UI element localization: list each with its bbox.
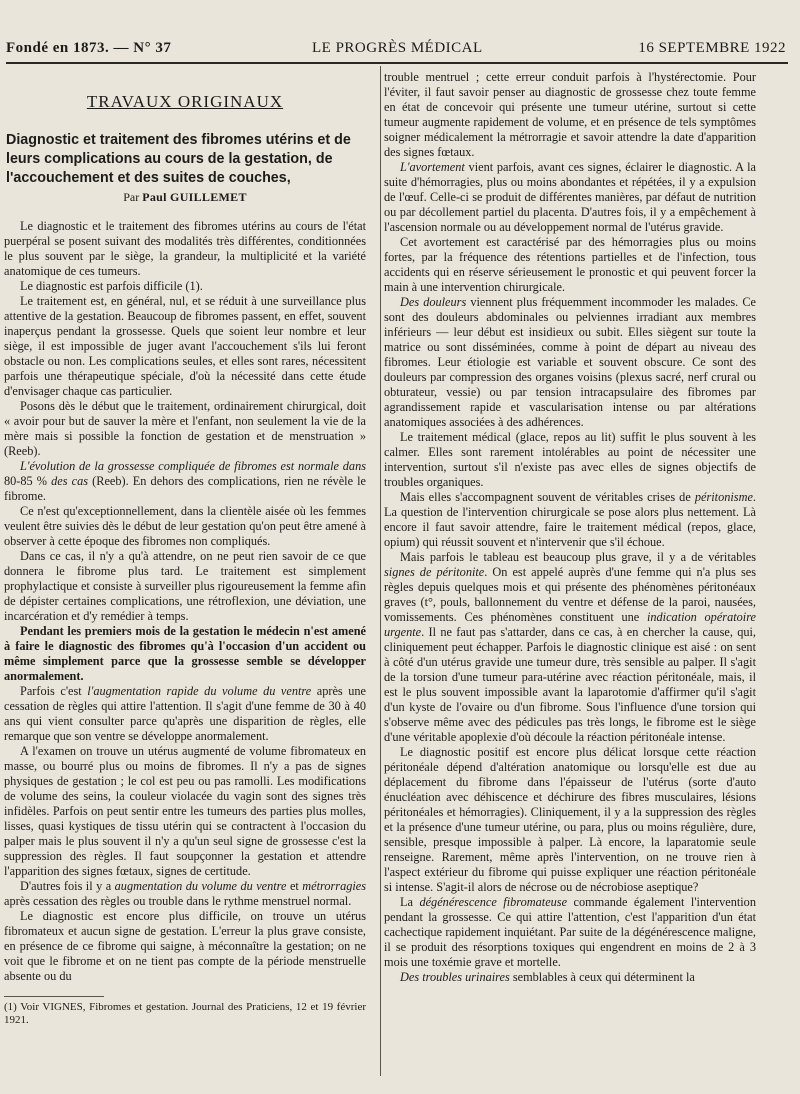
text-run: Mais elles s'accompagnent souvent de véritables crises de <box>400 490 691 504</box>
journal-name: LE PROGRÈS MÉDICAL <box>312 40 483 56</box>
italic-phrase: l'augmentation rapide du volume du ventre <box>87 684 312 698</box>
paragraph: Le diagnostic et le traitement des fibromes utérins au cours de l'état puerpéral se posent suivant des modalités très différentes, conditionnées le plus souvent par le siège, la grandeur, la multiplicité et la variété anatomique de ces tumeurs. <box>4 219 366 278</box>
italic-phrase: des cas <box>51 474 89 488</box>
paragraph: A l'examen on trouve un utérus augmenté de volume fibromateux en masse, ou bourré plus ou moins de fibromes. Il n'y a pas de signes physiques de gestation ; le col est peu ou pas ramolli. Les modifications de volume des seins, la couleur violacée du vagin sont des signes très infidèles. Parfois on peut sentir entre les tumeurs des parties plus molles, lisses, quasi kystiques de tissu utérin qui se contractent à l'occasion du palper mais le plus souvent il n'y a qu'un seul signe de grossesse c'est la suppression des règles. Il faut soupçonner la gestation et attendre l'apparition des signes fœtaux, signes de certitude. <box>4 744 366 878</box>
text-run: vient parfois, avant ces signes, éclairer le diagnostic. A la suite d'hémorragies, plus ou moins abondantes et répétées, il y a expulsion de l'œuf. Celle-ci se produit de différentes manières, par défaut de nutrition ou par décollement partiel du placenta. D'autres fois, il y a empêchement à l'ascension normale ou au développement normal de l'utérus gravide. <box>384 160 756 234</box>
text-run: . On est appelé auprès d'une femme qui n'a plus ses règles depuis quelques mois et qui présente des phénomènes péritonéaux graves (t°, pouls, ballonnement du ventre et défense de la paroi, nausées, vomissements. Ces phénomènes constituent une <box>384 565 757 624</box>
bold-paragraph: Pendant les premiers mois de la gestation le médecin n'est amené à faire le diagnostic des fibromes qu'à l'occasion d'un accident ou même simplement parce que la grossesse semble se développer anormalement. <box>4 624 366 683</box>
paragraph: trouble mentruel ; cette erreur conduit parfois à l'hystérectomie. Pour l'éviter, il faut savoir penser au diagnostic de grossesse chez toute femme en état de concevoir qui présente une tumeur utérine, surtout si cette tumeur augmente rapidement de volume, et en présence de tels symptômes soigner médicalement la métrorragie et savoir attendre la date d'apparition des signes fœtaux. <box>384 70 756 159</box>
text-run: (Reeb). En dehors des complications, rien ne révèle le fibrome. <box>4 474 367 503</box>
text-run: commande également l'intervention pendant la grossesse. Ce qui attire l'attention, c'est l'apparition d'un état cachectique rapidement inquiétant. Par suite de la dégénérescence maligne, il se produit des résorptions toxiques qui engendrent en moins de 2 à 3 mois une toxémie grave et mortelle. <box>384 895 756 969</box>
italic-phrase: signes de péritonite <box>384 565 485 579</box>
text-run: semblables à ceux qui déterminent la <box>512 970 695 984</box>
paragraph-pain <box>384 295 756 430</box>
paragraph: Posons dès le début que le traitement, ordinairement chirurgical, doit « avoir pour but de sauver la mère et l'enfant, non seulement la vie de la mère mais si possible la fonction de gestation et de menstruation » (Reeb). <box>4 399 366 458</box>
italic-phrase: métrorragies <box>302 879 367 893</box>
italic-phrase: indication opératoire urgente <box>384 610 756 639</box>
text-run: Mais parfois le tableau est beaucoup plus grave, il y a de véritables <box>400 550 756 564</box>
section-title: TRAVAUX ORIGINAUX <box>86 92 284 111</box>
masthead-rule <box>6 62 788 64</box>
text-run: après une cessation de règles qui attire l'attention. Il s'agit d'une femme de 30 à 40 ans qui vient consulter parce qu'après une disparition de règles, elle remarque que son ventre se développe anormalement. <box>4 684 367 743</box>
author-line <box>4 190 366 205</box>
footnote-rule <box>4 996 104 997</box>
paragraph-other <box>4 879 366 909</box>
paragraph-abortion <box>384 160 756 235</box>
text-run: et <box>289 879 299 893</box>
paragraph: Le diagnostic positif est encore plus délicat lorsque cette réaction péritonéale dépend d'altération anatomique ou lorsqu'elle est due au déplacement du fibrome dans l'épaisseur de l'utérus (sorte d'auto énucléation avec déhiscence et déchirure des fibres musculaires, lésions péritonéales et hémorragies). Cliniquement, il y a la suppression des règles et la présence d'une tumeur utérine, ou para, plus ou moins régulière, dure, sensible, presque impossible à palper. Là encore, la laparatomie seule renseigne. Rarement, même après l'intervention, on ne trouve rien à l'aspect extérieur du fibrome qui puisse expliquer une réaction péritonéale si intense. S'agit-il alors de nécrose ou de nécrobiose aseptique? <box>384 745 756 894</box>
author-prefix: Par <box>123 190 140 204</box>
italic-phrase: dégénérescence fibromateuse <box>419 895 568 909</box>
paragraph-peritonitis <box>384 550 756 745</box>
text-run: D'autres fois il y a <box>20 879 112 893</box>
footnote: (1) Voir VIGNES, Fibromes et gestation. Journal des Praticiens, 12 et 19 février 1921. <box>4 1001 366 1026</box>
paragraph: Cet avortement est caractérisé par des hémorragies plus ou moins fortes, par la fréquence des rétentions partielles et de l'infection, tous accidents qui en réserve sérieusement le pronostic et qui peuvent forcer la main à une intervention chirurgicale. <box>384 235 756 294</box>
text-run: viennent plus fréquemment incommoder les malades. Ce sont des douleurs abdominales ou pelviennes irradiant aux membres inférieurs — leur début est insidieux ou subit. Elles siègent sur toute la matrice ou sont disséminées, comme à point de départ au niveau des fibromes. Leur étiologie est variable et souvent obscure. Ce sont des douleurs par compression des organes voisins (plexus sacré, nerf crural ou obturateur, vessie) ou par tension intracapsulaire des fibromes par agrandissement rapide et vascularisation intense ou par altérations anatomiques associées à des adhérences. <box>384 295 756 429</box>
text-run: La <box>400 895 413 909</box>
text-run: . Il ne faut pas s'attarder, dans ce cas, à en chercher la cause, qui, cliniquement peut échapper. Parfois le diagnostic clinique est aisé : on sent à côté d'un utérus gravide une tumeur dure, très sensible au palper. Il s'agit de la torsion d'une tumeur para-utérine avec réaction péritonéale, mais, il est le plus souvent impossible avant la laparotomie d'affirmer qu'il s'agit d'un kyste de l'ovaire ou d'un fibrome. Sous l'influence d'une torsion qui s'observe même avec des pédicules pas très longs, le fibrome est le siège d'une véritable apoplexie d'où découle la réaction péritonéale intense. <box>384 625 756 744</box>
paragraph-degeneration <box>384 895 756 970</box>
italic-phrase: L'avortement <box>400 160 465 174</box>
text-run: Parfois c'est <box>20 684 82 698</box>
paragraph-augmentation <box>4 684 366 744</box>
paragraph: Le traitement médical (glace, repos au lit) suffit le plus souvent à les calmer. Elles sont rarement intolérables au point de nécessiter une intervention, surtout s'il n'existe pas avec elles de signes objectifs de troubles organiques. <box>384 430 756 489</box>
paragraph: Dans ce cas, il n'y a qu'à attendre, on ne peut rien savoir de ce que donnera le fibrome plus tard. Le traitement est simplement prophylactique et consiste à surveiller plus rigoureusement la femme afin de dépister certaines complications, une rétroflexion, une déviation, une incarcération et d'y remédier à temps. <box>4 549 366 623</box>
text-run: après cessation des règles ou trouble dans le rythme menstruel normal. <box>4 894 352 908</box>
left-column <box>4 70 366 1027</box>
italic-phrase: Des troubles urinaires <box>400 970 510 984</box>
text-run: . La question de l'intervention chirurgicale se pose alors plus nettement. Là encore il faut savoir attendre, faire le traitement médical (repos, glace, opium) qui réussit souvent et n'intervenir que s'il échoue. <box>384 490 756 549</box>
paragraph-crisis <box>384 490 756 550</box>
founded-issue: Fondé en 1873. — N° 37 <box>6 40 172 56</box>
author-name: Paul GUILLEMET <box>142 190 247 204</box>
italic-phrase: Des douleurs <box>400 295 467 309</box>
italic-phrase: L'évolution de la grossesse compliquée de fibromes est normale dans <box>20 459 366 473</box>
percentage: 80-85 % <box>4 474 48 488</box>
paragraph-evolution <box>4 459 366 504</box>
issue-date: 16 SEPTEMBRE 1922 <box>638 40 786 56</box>
column-separator <box>380 66 381 1076</box>
paragraph: Ce n'est qu'exceptionnellement, dans la clientèle aisée où les femmes veulent être suivies dès le début de leur gestation qu'on peut être amené à observer à cette époque des fibromes non compliqués. <box>4 504 366 548</box>
paragraph-urinary <box>384 970 756 985</box>
italic-phrase: augmentation du volume du ventre <box>114 879 287 893</box>
masthead <box>6 40 786 60</box>
paragraph: Le diagnostic est encore plus difficile, on trouve un utérus fibromateux et aucun signe de gestation. L'erreur la plus grave consiste, en présence de ce fibrome qui saigne, à méconnaître la gestation; on ne voit que le fibrome et on ne tient pas compte de la période menstruelle absente ou du <box>4 909 366 983</box>
right-column <box>384 70 756 985</box>
paragraph: Le traitement est, en général, nul, et se réduit à une surveillance plus attentive de la gestation. Beaucoup de fibromes passent, en effet, souvent inaperçus pendant la grossesse. Quels que soient leur nombre et leur siège, il est impossible de juger avant l'accouchement s'ils lui feront obstacle ou non. Les complications seules, et elles sont rares, nécessitent parfois une thérapeutique spéciale, d'où la nécessité dans cette étude d'envisager chaque cas particulier. <box>4 294 366 398</box>
paragraph: Le diagnostic est parfois difficile (1). <box>20 279 203 293</box>
italic-phrase: péritonisme <box>694 490 753 504</box>
article-title: Diagnostic et traitement des fibromes utérins et de leurs complications au cours de la gestation, de l'accouchement et des suites de couches, <box>6 132 351 186</box>
